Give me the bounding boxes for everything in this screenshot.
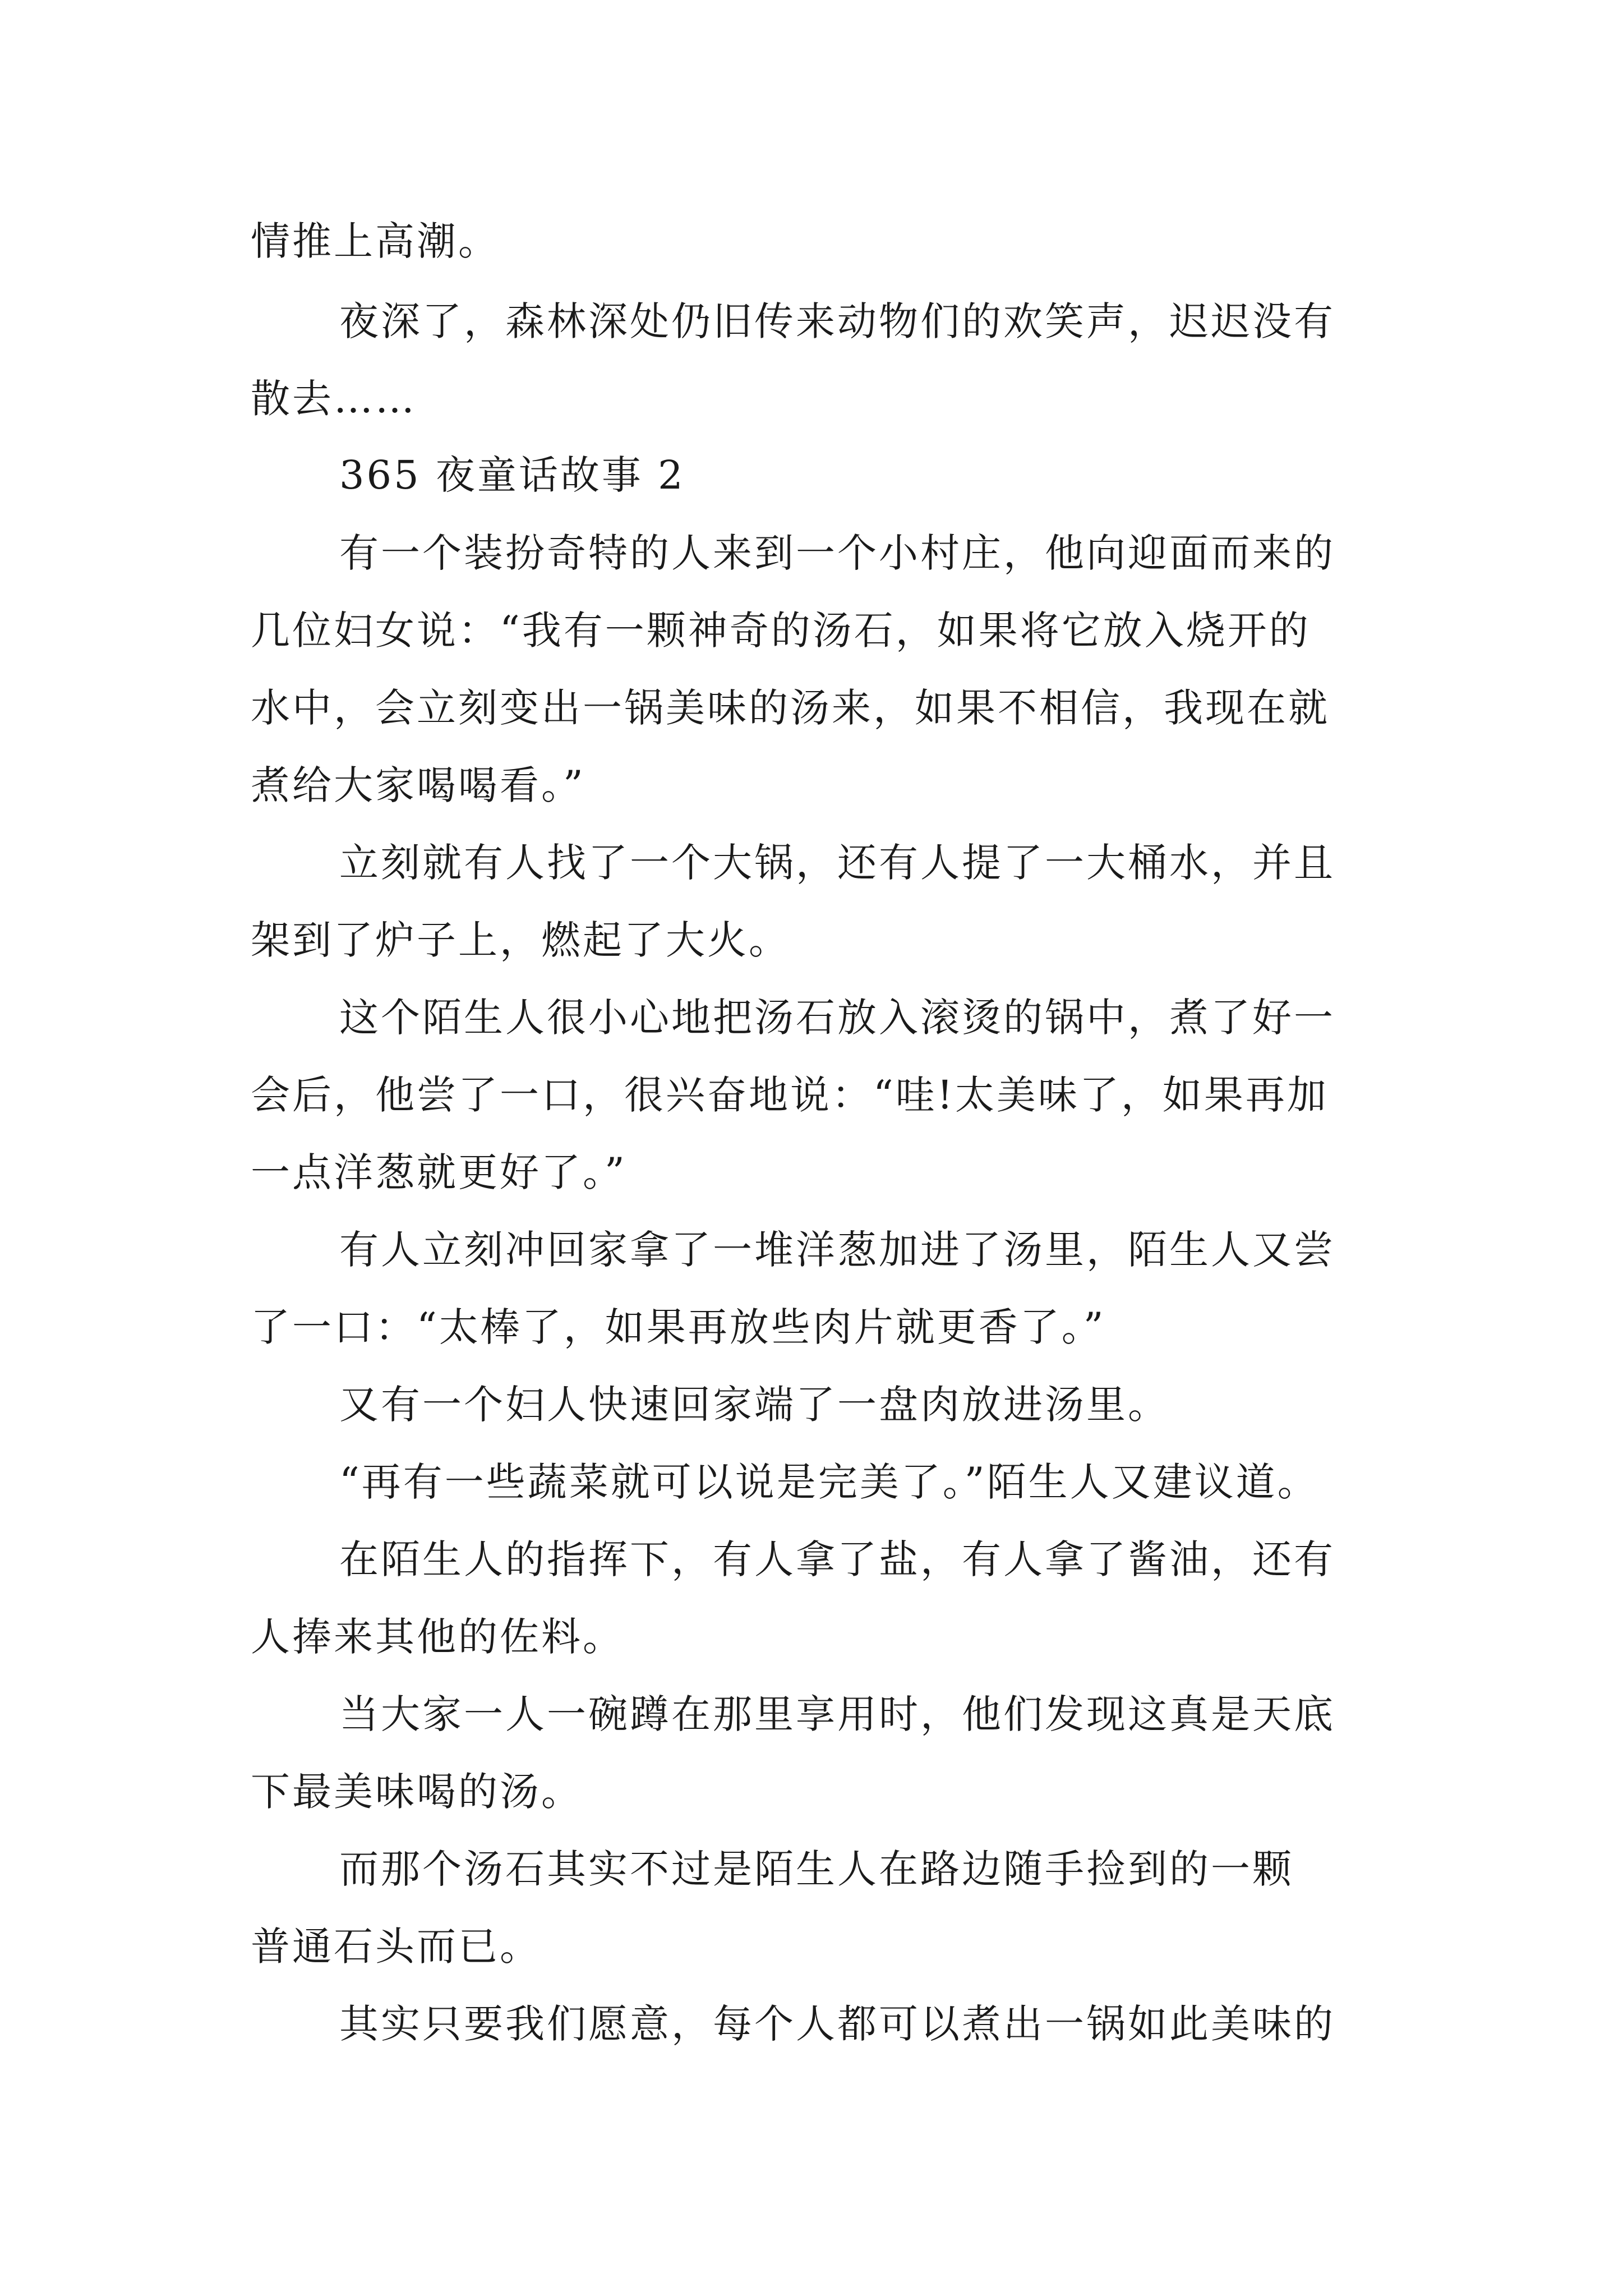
text-line: 散去…… [251, 376, 417, 422]
story-heading: 365 夜童话故事 2 [339, 452, 685, 498]
text-line: 会后，他尝了一口，很兴奋地说：“哇!太美味了，如果再加 [251, 1072, 1329, 1118]
text-line: “再有一些蔬菜就可以说是完美了。”陌生人又建议道。 [339, 1459, 1319, 1505]
text-line: 其实只要我们愿意，每个人都可以煮出一锅如此美味的 [339, 2001, 1335, 2047]
text-line: 架到了炉子上，燃起了大火。 [251, 917, 790, 963]
text-line: 几位妇女说：“我有一颗神奇的汤石，如果将它放入烧开的 [251, 608, 1311, 654]
text-line: 一点洋葱就更好了。” [251, 1149, 627, 1195]
text-line: 下最美味喝的汤。 [251, 1769, 583, 1815]
text-line: 又有一个妇人快速回家端了一盘肉放进汤里。 [339, 1382, 1169, 1428]
text-line: 水中，会立刻变出一锅美味的汤来，如果不相信，我现在就 [251, 685, 1330, 731]
text-line: 煮给大家喝喝看。” [251, 762, 585, 808]
text-line: 普通石头而已。 [251, 1924, 541, 1970]
text-line: 夜深了，森林深处仍旧传来动物们的欢笑声，迟迟没有 [339, 298, 1335, 344]
text-line: 而那个汤石其实不过是陌生人在路边随手捡到的一颗 [339, 1846, 1294, 1892]
text-line: 有一个装扮奇特的人来到一个小村庄，他向迎面而来的 [339, 530, 1335, 576]
text-line: 情推上高潮。 [251, 218, 500, 264]
text-line: 立刻就有人找了一个大锅，还有人提了一大桶水，并且 [339, 840, 1335, 886]
text-line: 当大家一人一碗蹲在那里享用时，他们发现这真是天底 [339, 1691, 1335, 1737]
text-line: 这个陌生人很小心地把汤石放入滚烫的锅中，煮了好一 [339, 995, 1335, 1041]
text-line: 在陌生人的指挥下，有人拿了盐，有人拿了酱油，还有 [339, 1536, 1335, 1582]
text-line: 了一口：“太棒了，如果再放些肉片就更香了。” [251, 1304, 1106, 1350]
text-line: 人捧来其他的佐料。 [251, 1614, 624, 1660]
text-line: 有人立刻冲回家拿了一堆洋葱加进了汤里，陌生人又尝 [339, 1227, 1335, 1273]
